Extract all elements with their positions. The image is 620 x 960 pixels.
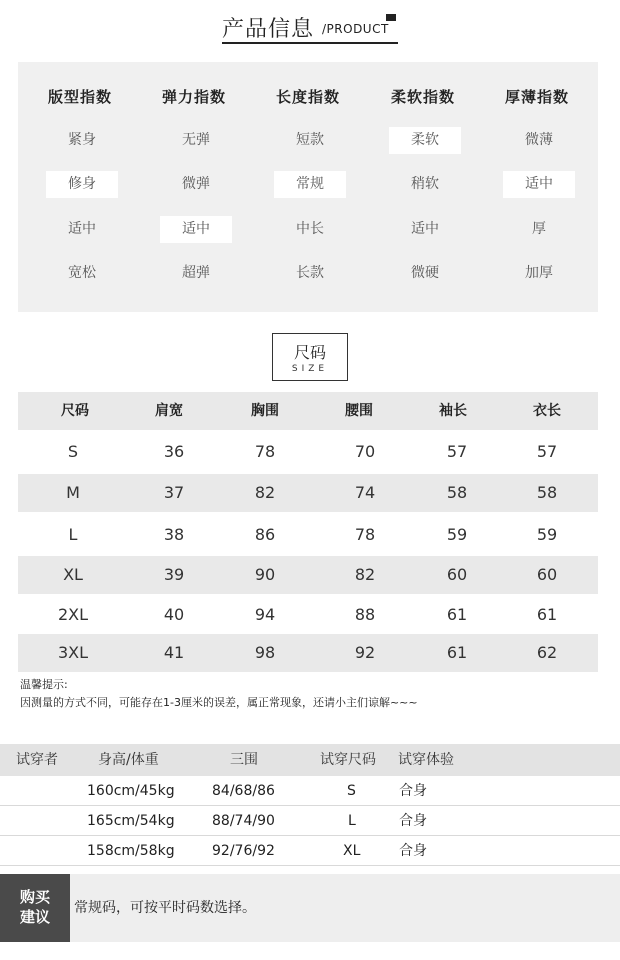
table-row (18, 433, 598, 471)
table-cell: 62 (536, 643, 558, 662)
table-cell: 82 (354, 565, 376, 584)
index-head: 弹力指数 (161, 88, 226, 106)
table-header-cell: 肩宽 (155, 403, 183, 419)
table-cell: 60 (536, 565, 558, 584)
size-badge (272, 333, 348, 381)
fit-cell: S (347, 783, 356, 799)
table-cell: 88 (354, 605, 376, 624)
title-underline (222, 42, 398, 44)
fit-cell: 84/68/86 (212, 783, 275, 799)
table-row (18, 634, 598, 672)
index-option: 短款 (296, 132, 324, 148)
fit-cell: 160cm/45kg (87, 783, 175, 799)
table-cell: 90 (254, 565, 276, 584)
index-option: 适中 (68, 221, 96, 237)
table-cell: 61 (536, 605, 558, 624)
table-cell: 40 (163, 605, 185, 624)
table-header-cell: 袖长 (439, 403, 467, 419)
index-panel (18, 62, 598, 312)
fit-cell: 158cm/58kg (87, 843, 175, 859)
table-cell: 78 (254, 442, 276, 461)
index-option: 紧身 (68, 132, 96, 148)
table-cell: 57 (536, 442, 558, 461)
table-cell: 98 (254, 643, 276, 662)
index-head: 版型指数 (47, 88, 112, 106)
index-option: 微弹 (182, 176, 210, 192)
advice-text: 常规码，可按平时码数选择。 (74, 900, 256, 916)
fit-cell: 88/74/90 (212, 813, 275, 829)
table-cell: 94 (254, 605, 276, 624)
table-cell: 39 (163, 565, 185, 584)
index-option: 微薄 (525, 132, 553, 148)
fit-cell: 合身 (399, 783, 427, 799)
fit-table-row (0, 836, 620, 866)
note-title: 温馨提示: (20, 678, 68, 691)
table-header-cell: 腰围 (345, 403, 373, 419)
index-head: 长度指数 (275, 88, 340, 106)
index-option: 无弹 (182, 132, 210, 148)
index-option-selected: 柔软 (389, 127, 461, 154)
table-row (18, 596, 598, 634)
table-cell: 61 (446, 605, 468, 624)
fit-header-cell: 试穿尺码 (320, 752, 376, 768)
fit-cell: L (348, 813, 356, 829)
advice-label-line2: 建议 (19, 908, 50, 926)
fit-cell: 合身 (399, 813, 427, 829)
table-cell: 3XL (57, 643, 89, 662)
fit-header-cell: 试穿体验 (398, 752, 454, 768)
table-cell: 70 (354, 442, 376, 461)
fit-cell: 165cm/54kg (87, 813, 175, 829)
index-head: 柔软指数 (390, 88, 455, 106)
index-head: 厚薄指数 (504, 88, 569, 106)
fit-header-cell: 身高/体重 (98, 752, 159, 768)
index-option-selected: 常规 (274, 171, 346, 198)
advice-label (0, 874, 70, 942)
table-cell: 92 (354, 643, 376, 662)
fit-table-header (0, 744, 620, 776)
table-cell: L (68, 525, 78, 544)
index-column-thickness (479, 62, 595, 312)
index-option: 超弹 (182, 265, 210, 281)
product-info-title (0, 0, 620, 60)
title-cn: 产品信息 (222, 17, 315, 42)
index-option: 宽松 (68, 265, 96, 281)
table-header-cell: 衣长 (533, 403, 561, 419)
table-cell: 58 (446, 483, 468, 502)
table-cell: 2XL (57, 605, 89, 624)
index-option: 适中 (411, 221, 439, 237)
table-cell: 37 (163, 483, 185, 502)
note-text: 因测量的方式不同，可能存在1-3厘米的误差，属正常现象，还请小主们谅解~~~ (20, 696, 418, 709)
table-cell: 61 (446, 643, 468, 662)
table-cell: 78 (354, 525, 376, 544)
index-column-fit (22, 62, 138, 312)
fit-cell: 92/76/92 (212, 843, 275, 859)
index-option: 长款 (296, 265, 324, 281)
table-cell: 36 (163, 442, 185, 461)
table-cell: 59 (446, 525, 468, 544)
fit-cell: XL (343, 843, 361, 859)
table-cell: 82 (254, 483, 276, 502)
title-square-mark (386, 14, 396, 21)
fit-table-row (0, 806, 620, 836)
index-column-elasticity (136, 62, 252, 312)
table-cell: 86 (254, 525, 276, 544)
fit-cell: 合身 (399, 843, 427, 859)
table-cell: 59 (536, 525, 558, 544)
table-cell: 38 (163, 525, 185, 544)
table-cell: 41 (163, 643, 185, 662)
size-badge-cn: 尺码 (293, 343, 326, 362)
title-en: /PRODUCT (322, 22, 389, 36)
index-option: 厚 (532, 221, 546, 237)
table-cell: 57 (446, 442, 468, 461)
index-column-length (250, 62, 366, 312)
table-cell: M (66, 483, 80, 502)
table-cell: 58 (536, 483, 558, 502)
index-option-selected: 适中 (503, 171, 575, 198)
advice-label-line1: 购买 (19, 888, 50, 906)
table-header-cell: 尺码 (61, 403, 89, 419)
fit-table-row (0, 776, 620, 806)
fit-header-cell: 三围 (230, 752, 258, 768)
index-option: 微硬 (411, 265, 439, 281)
table-cell: S (67, 442, 79, 461)
table-cell: XL (63, 565, 83, 584)
table-header-row (18, 392, 598, 430)
index-option: 稍软 (411, 176, 439, 192)
fit-header-cell: 试穿者 (16, 752, 58, 768)
index-option: 加厚 (525, 265, 553, 281)
purchase-advice (0, 874, 620, 942)
index-option-selected: 适中 (160, 216, 232, 243)
size-badge-en: SIZE (291, 364, 329, 374)
table-row (18, 556, 598, 594)
table-row (18, 516, 598, 554)
index-column-softness (365, 62, 481, 312)
index-option: 中长 (296, 221, 324, 237)
table-header-cell: 胸围 (251, 403, 279, 419)
index-option-selected: 修身 (46, 171, 118, 198)
table-cell: 74 (354, 483, 376, 502)
table-row (18, 474, 598, 512)
table-cell: 60 (446, 565, 468, 584)
